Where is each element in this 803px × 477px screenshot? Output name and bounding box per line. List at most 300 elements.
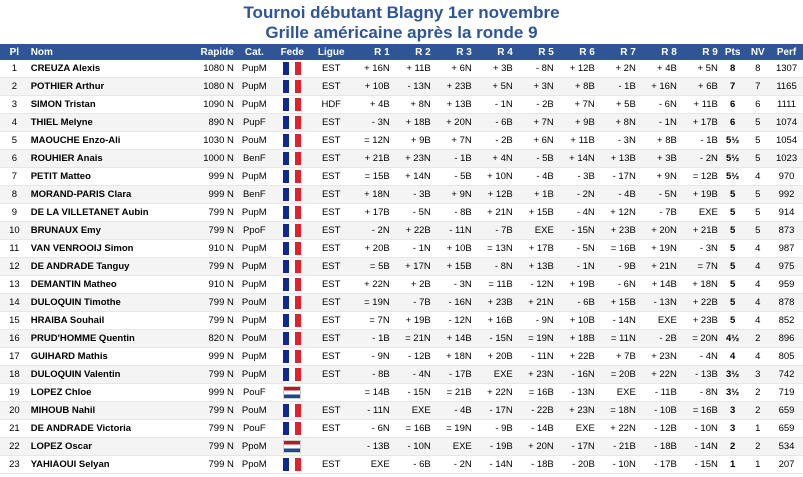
place-cell: 14 xyxy=(0,294,29,312)
points-cell: 3½ xyxy=(720,366,746,384)
wins-cell: 8 xyxy=(745,60,770,78)
league-cell xyxy=(312,438,351,456)
table-row xyxy=(0,384,803,402)
wins-cell: 3 xyxy=(745,366,770,384)
federation-cell xyxy=(273,150,312,168)
round-result: = 18N xyxy=(597,402,638,420)
round-result: + 7N xyxy=(433,132,474,150)
column-header: Pts xyxy=(720,44,746,60)
player-name: POTHIER Arthur xyxy=(29,78,183,96)
performance-cell: 1023 xyxy=(770,150,803,168)
round-result: - 13B xyxy=(679,366,720,384)
federation-cell xyxy=(273,114,312,132)
category-cell: PupM xyxy=(236,78,273,96)
league-cell: EST xyxy=(312,294,351,312)
points-cell: 5½ xyxy=(720,150,746,168)
wins-cell: 4 xyxy=(745,276,770,294)
table-row xyxy=(0,60,803,78)
federation-cell xyxy=(273,402,312,420)
round-result: = 7N xyxy=(351,312,392,330)
performance-cell: 873 xyxy=(770,222,803,240)
table-row xyxy=(0,240,803,258)
round-result: - 16N xyxy=(433,294,474,312)
round-result: + 11B xyxy=(679,96,720,114)
wins-cell: 5 xyxy=(745,204,770,222)
round-result: - 8N xyxy=(515,60,556,78)
france-flag-icon xyxy=(283,314,301,327)
round-result: + 15B xyxy=(597,294,638,312)
round-result: - 4B xyxy=(515,168,556,186)
round-result: + 10B xyxy=(433,240,474,258)
round-result: + 22B xyxy=(392,222,433,240)
column-header: Cat. xyxy=(236,44,273,60)
wins-cell: 4 xyxy=(745,168,770,186)
wins-cell: 4 xyxy=(745,294,770,312)
round-result: + 23B xyxy=(597,222,638,240)
round-result: + 5B xyxy=(597,96,638,114)
round-result: - 4N xyxy=(556,204,597,222)
table-row xyxy=(0,276,803,294)
round-result: - 9B xyxy=(597,258,638,276)
place-cell: 5 xyxy=(0,132,29,150)
place-cell: 2 xyxy=(0,78,29,96)
round-result: + 21N xyxy=(474,204,515,222)
federation-cell xyxy=(273,186,312,204)
round-result: + 20N xyxy=(638,222,679,240)
round-result: + 17B xyxy=(351,204,392,222)
table-row xyxy=(0,132,803,150)
points-cell: 3 xyxy=(720,402,746,420)
round-result: + 3B xyxy=(474,60,515,78)
round-result: - 5N xyxy=(392,204,433,222)
round-result: - 18B xyxy=(638,438,679,456)
round-result: - 4B xyxy=(597,186,638,204)
column-header: R 6 xyxy=(556,44,597,60)
place-cell: 21 xyxy=(0,420,29,438)
france-flag-icon xyxy=(283,224,301,237)
round-result: - 1N xyxy=(392,240,433,258)
place-cell: 16 xyxy=(0,330,29,348)
round-result: - 5B xyxy=(433,168,474,186)
federation-cell xyxy=(273,258,312,276)
place-cell: 6 xyxy=(0,150,29,168)
player-name: MORAND-PARIS Clara xyxy=(29,186,183,204)
player-name: VAN VENROOIJ Simon xyxy=(29,240,183,258)
league-cell: EST xyxy=(312,330,351,348)
round-result: = 14B xyxy=(351,384,392,402)
round-result: - 3B xyxy=(556,168,597,186)
round-result: - 8B xyxy=(351,366,392,384)
column-header: R 8 xyxy=(638,44,679,60)
round-result: - 7B xyxy=(474,222,515,240)
round-result: - 6B xyxy=(474,114,515,132)
place-cell: 19 xyxy=(0,384,29,402)
round-result: + 13B xyxy=(597,150,638,168)
round-result: - 12N xyxy=(433,312,474,330)
round-result: + 20B xyxy=(474,348,515,366)
league-cell: HDF xyxy=(312,96,351,114)
round-result: + 11B xyxy=(556,132,597,150)
place-cell: 3 xyxy=(0,96,29,114)
france-flag-icon xyxy=(283,80,301,93)
place-cell: 1 xyxy=(0,60,29,78)
table-row xyxy=(0,366,803,384)
performance-cell: 987 xyxy=(770,240,803,258)
france-flag-icon xyxy=(283,422,301,435)
round-result: - 14N xyxy=(679,438,720,456)
round-result: - 4N xyxy=(679,348,720,366)
league-cell: EST xyxy=(312,420,351,438)
points-cell: 5 xyxy=(720,294,746,312)
round-result: EXE xyxy=(433,438,474,456)
round-result: + 7N xyxy=(556,96,597,114)
performance-cell: 975 xyxy=(770,258,803,276)
federation-cell xyxy=(273,132,312,150)
round-result: + 4B xyxy=(638,60,679,78)
round-result: - 5B xyxy=(515,150,556,168)
round-result: - 1B xyxy=(597,78,638,96)
league-cell: EST xyxy=(312,150,351,168)
player-name: HRAIBA Souhail xyxy=(29,312,183,330)
round-result: - 2B xyxy=(474,132,515,150)
round-result: - 1N xyxy=(474,96,515,114)
round-result: = 15B xyxy=(351,168,392,186)
federation-cell xyxy=(273,222,312,240)
rating-cell: 999 N xyxy=(183,348,236,366)
round-result: + 21B xyxy=(351,150,392,168)
round-result: + 22N xyxy=(351,276,392,294)
round-result: + 3N xyxy=(515,78,556,96)
points-cell: 5½ xyxy=(720,132,746,150)
round-result: - 1B xyxy=(679,132,720,150)
round-result: + 19N xyxy=(638,240,679,258)
column-header: Ligue xyxy=(312,44,351,60)
column-header: R 1 xyxy=(351,44,392,60)
performance-cell: 207 xyxy=(770,456,803,474)
round-result: = 5B xyxy=(351,258,392,276)
player-name: MIHOUB Nahil xyxy=(29,402,183,420)
player-name: PRUD'HOMME Quentin xyxy=(29,330,183,348)
category-cell: PupM xyxy=(236,258,273,276)
table-row xyxy=(0,186,803,204)
category-cell: PupF xyxy=(236,114,273,132)
table-row xyxy=(0,420,803,438)
france-flag-icon xyxy=(283,296,301,309)
wins-cell: 5 xyxy=(745,150,770,168)
category-cell: BenF xyxy=(236,150,273,168)
round-result: + 10B xyxy=(351,78,392,96)
round-result: = 7N xyxy=(679,258,720,276)
league-cell: EST xyxy=(312,60,351,78)
category-cell: PupM xyxy=(236,276,273,294)
league-cell: EST xyxy=(312,240,351,258)
table-row xyxy=(0,402,803,420)
wins-cell: 5 xyxy=(745,186,770,204)
rating-cell: 910 N xyxy=(183,276,236,294)
table-row xyxy=(0,258,803,276)
table-row xyxy=(0,348,803,366)
round-result: = 20N xyxy=(679,330,720,348)
round-result: - 14N xyxy=(474,456,515,474)
table-row xyxy=(0,456,803,474)
points-cell: 4½ xyxy=(720,330,746,348)
category-cell: BenF xyxy=(236,186,273,204)
round-result: - 22B xyxy=(515,402,556,420)
round-result: + 13B xyxy=(515,258,556,276)
round-result: + 1B xyxy=(515,186,556,204)
round-result: + 18N xyxy=(433,348,474,366)
points-cell: 3 xyxy=(720,420,746,438)
round-result: = 13N xyxy=(474,240,515,258)
round-result: - 8N xyxy=(679,384,720,402)
points-cell: 6 xyxy=(720,114,746,132)
round-result: - 4B xyxy=(433,402,474,420)
rating-cell: 1030 N xyxy=(183,132,236,150)
round-result: + 8B xyxy=(556,78,597,96)
round-result: = 20B xyxy=(597,366,638,384)
federation-cell xyxy=(273,294,312,312)
round-result: + 9B xyxy=(392,132,433,150)
rating-cell: 799 N xyxy=(183,204,236,222)
table-header-row xyxy=(0,44,803,60)
round-result: - 2B xyxy=(515,96,556,114)
category-cell: PouM xyxy=(236,294,273,312)
round-result: - 3N xyxy=(351,114,392,132)
round-result: - 7B xyxy=(638,204,679,222)
round-result: + 17N xyxy=(392,258,433,276)
standings-table xyxy=(0,44,803,474)
place-cell: 7 xyxy=(0,168,29,186)
round-result: - 11N xyxy=(433,222,474,240)
wins-cell: 5 xyxy=(745,132,770,150)
round-result: + 20N xyxy=(433,114,474,132)
round-result: EXE xyxy=(351,456,392,474)
rating-cell: 890 N xyxy=(183,114,236,132)
france-flag-icon xyxy=(283,350,301,363)
round-result: + 23N xyxy=(515,366,556,384)
round-result: + 21B xyxy=(679,222,720,240)
round-result: + 5N xyxy=(474,78,515,96)
round-result: - 2N xyxy=(556,186,597,204)
round-result: + 7N xyxy=(515,114,556,132)
round-result: EXE xyxy=(474,366,515,384)
category-cell: PpoM xyxy=(236,456,273,474)
round-result: + 21N xyxy=(515,294,556,312)
category-cell: PouF xyxy=(236,420,273,438)
netherlands-flag-icon xyxy=(283,386,301,399)
league-cell: EST xyxy=(312,456,351,474)
column-header: R 9 xyxy=(679,44,720,60)
round-result: + 16N xyxy=(351,60,392,78)
wins-cell: 2 xyxy=(745,384,770,402)
france-flag-icon xyxy=(283,242,301,255)
column-header: Rapide xyxy=(183,44,236,60)
wins-cell: 4 xyxy=(745,258,770,276)
performance-cell: 914 xyxy=(770,204,803,222)
round-result: + 2N xyxy=(597,60,638,78)
france-flag-icon xyxy=(283,260,301,273)
category-cell: PpoM xyxy=(236,438,273,456)
player-name: CREUZA Alexis xyxy=(29,60,183,78)
round-result: - 9N xyxy=(515,312,556,330)
round-result: + 17B xyxy=(679,114,720,132)
round-result: - 13N xyxy=(638,294,679,312)
federation-cell xyxy=(273,60,312,78)
column-header: R 3 xyxy=(433,44,474,60)
federation-cell xyxy=(273,312,312,330)
federation-cell xyxy=(273,384,312,402)
round-result: + 23N xyxy=(638,348,679,366)
round-result: - 9B xyxy=(474,420,515,438)
performance-cell: 1111 xyxy=(770,96,803,114)
round-result: = 21N xyxy=(392,330,433,348)
round-result: + 16B xyxy=(474,312,515,330)
france-flag-icon xyxy=(283,404,301,417)
round-result: - 19B xyxy=(474,438,515,456)
round-result: EXE xyxy=(597,384,638,402)
performance-cell: 959 xyxy=(770,276,803,294)
points-cell: 1 xyxy=(720,456,746,474)
place-cell: 18 xyxy=(0,366,29,384)
points-cell: 5 xyxy=(720,276,746,294)
round-result: + 4B xyxy=(351,96,392,114)
round-result: - 3B xyxy=(392,186,433,204)
table-row xyxy=(0,438,803,456)
round-result: + 7B xyxy=(597,348,638,366)
federation-cell xyxy=(273,78,312,96)
wins-cell: 4 xyxy=(745,240,770,258)
league-cell: EST xyxy=(312,402,351,420)
category-cell: PupM xyxy=(236,60,273,78)
performance-cell: 805 xyxy=(770,348,803,366)
table-row xyxy=(0,222,803,240)
round-result: + 5N xyxy=(679,60,720,78)
round-result: = 11B xyxy=(474,276,515,294)
category-cell: PupM xyxy=(236,312,273,330)
france-flag-icon xyxy=(283,62,301,75)
page-title: Tournoi débutant Blagny 1er novembre xyxy=(243,3,560,22)
france-flag-icon xyxy=(283,458,301,471)
france-flag-icon xyxy=(283,152,301,165)
rating-cell: 799 N xyxy=(183,402,236,420)
league-cell: EST xyxy=(312,312,351,330)
round-result: - 13N xyxy=(556,384,597,402)
rating-cell: 1080 N xyxy=(183,78,236,96)
france-flag-icon xyxy=(283,278,301,291)
table-row xyxy=(0,78,803,96)
points-cell: 4 xyxy=(720,348,746,366)
round-result: + 6N xyxy=(433,60,474,78)
points-cell: 3½ xyxy=(720,384,746,402)
place-cell: 12 xyxy=(0,258,29,276)
round-result: - 8B xyxy=(433,204,474,222)
points-cell: 5 xyxy=(720,258,746,276)
round-result: EXE xyxy=(679,204,720,222)
league-cell: EST xyxy=(312,114,351,132)
rating-cell: 820 N xyxy=(183,330,236,348)
place-cell: 23 xyxy=(0,456,29,474)
performance-cell: 992 xyxy=(770,186,803,204)
round-result: - 3N xyxy=(679,240,720,258)
round-result: - 9N xyxy=(351,348,392,366)
round-result: - 6N xyxy=(597,276,638,294)
round-result: - 2B xyxy=(638,330,679,348)
round-result: - 6B xyxy=(556,294,597,312)
rating-cell: 799 N xyxy=(183,456,236,474)
round-result: + 21N xyxy=(638,258,679,276)
round-result: EXE xyxy=(515,222,556,240)
round-result: - 13B xyxy=(351,438,392,456)
round-result: + 9N xyxy=(638,168,679,186)
round-result: - 15N xyxy=(392,384,433,402)
performance-cell: 896 xyxy=(770,330,803,348)
round-result: - 12B xyxy=(638,420,679,438)
column-header: R 7 xyxy=(597,44,638,60)
category-cell: PouM xyxy=(236,402,273,420)
round-result: + 16N xyxy=(638,78,679,96)
round-result: - 12B xyxy=(392,348,433,366)
category-cell: PpoF xyxy=(236,222,273,240)
round-result: - 17N xyxy=(597,168,638,186)
round-result: + 8N xyxy=(392,96,433,114)
wins-cell: 7 xyxy=(745,78,770,96)
wins-cell: 2 xyxy=(745,330,770,348)
column-header: Nom xyxy=(29,44,183,60)
column-header: R 4 xyxy=(474,44,515,60)
player-name: DE LA VILLETANET Aubin xyxy=(29,204,183,222)
round-result: - 2N xyxy=(679,150,720,168)
round-result: + 14B xyxy=(433,330,474,348)
performance-cell: 719 xyxy=(770,384,803,402)
round-result: = 11N xyxy=(597,330,638,348)
round-result: - 2N xyxy=(433,456,474,474)
rating-cell: 910 N xyxy=(183,240,236,258)
performance-cell: 1054 xyxy=(770,132,803,150)
round-result: - 21B xyxy=(597,438,638,456)
round-result: - 6N xyxy=(638,96,679,114)
federation-cell xyxy=(273,420,312,438)
france-flag-icon xyxy=(283,134,301,147)
round-result: + 4N xyxy=(474,150,515,168)
table-row xyxy=(0,204,803,222)
round-result: + 14N xyxy=(392,168,433,186)
rating-cell: 999 N xyxy=(183,186,236,204)
round-result: + 19B xyxy=(679,186,720,204)
points-cell: 7 xyxy=(720,78,746,96)
player-name: LOPEZ Chloe xyxy=(29,384,183,402)
player-name: DULOQUIN Valentin xyxy=(29,366,183,384)
place-cell: 17 xyxy=(0,348,29,366)
federation-cell xyxy=(273,168,312,186)
round-result: + 22B xyxy=(556,348,597,366)
category-cell: PupM xyxy=(236,240,273,258)
league-cell: EST xyxy=(312,168,351,186)
performance-cell: 878 xyxy=(770,294,803,312)
wins-cell: 4 xyxy=(745,348,770,366)
table-row xyxy=(0,330,803,348)
round-result: + 23B xyxy=(433,78,474,96)
round-result: + 15B xyxy=(433,258,474,276)
round-result: = 12N xyxy=(351,132,392,150)
league-cell: EST xyxy=(312,348,351,366)
category-cell: PupM xyxy=(236,96,273,114)
round-result: + 17B xyxy=(515,240,556,258)
player-name: ROUHIER Anais xyxy=(29,150,183,168)
performance-cell: 1165 xyxy=(770,78,803,96)
wins-cell: 6 xyxy=(745,96,770,114)
round-result: + 22N xyxy=(474,384,515,402)
category-cell: PouM xyxy=(236,132,273,150)
